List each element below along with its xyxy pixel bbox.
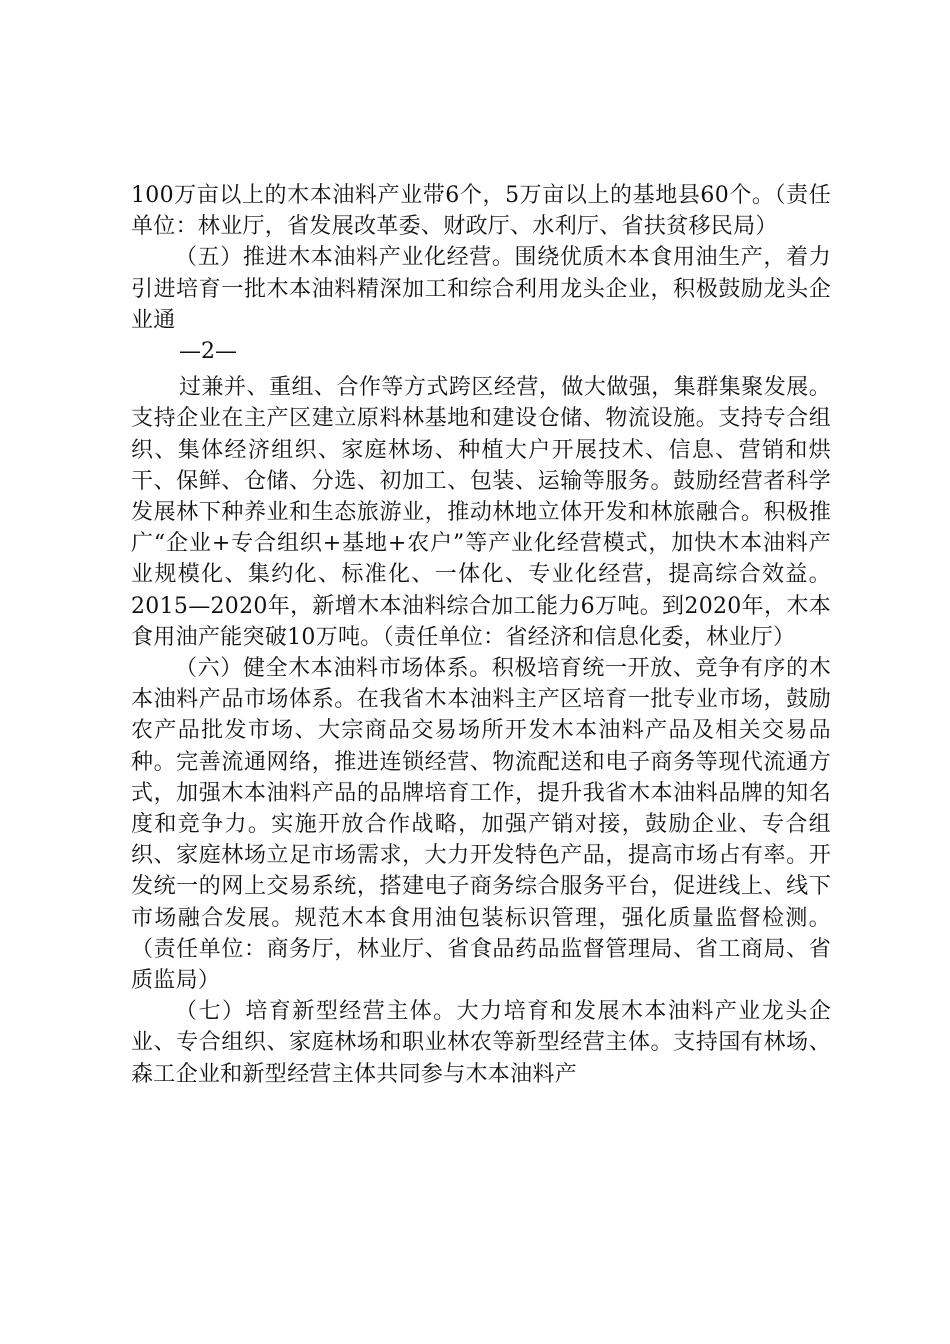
paragraph-section-five: （五）推进木本油料产业化经营。围绕优质木本食用油生产，着力引进培育一批木本油料精深加工和综合利用龙头企业，积极鼓励龙头企业通 (131, 245, 831, 333)
paragraph-industry-belt: 100万亩以上的木本油料产业带6个，5万亩以上的基地县60个。（责任单位：林业厅，省发展改革委、财政厅、水利厅、省扶贫移民局） (131, 183, 831, 240)
page-number: —2— (179, 339, 237, 365)
paragraph-section-six: （六）健全木本油料市场体系。积极培育统一开放、竞争有序的木本油料产品市场体系。在我省木本油料主产区培育一批专业市场，鼓励农产品批发市场、大宗商品交易场所开发木本油料产品及相关交易品种。完善流通网络，推进连锁经营、物流配送和电子商务等现代流通方式，加强木本油料产品的品牌培育工作，提升我省木本油料品牌的知名度和竞争力。实施开放合作战略，加强产销对接，鼓励企业、专合组织、家庭林场立足市场需求，大力开发特色产品，提高市场占有率。开发统一的网上交易系统，搭建电子商务综合服务平台，促进线上、线下市场融合发展。规范木本食用油包装标识管理，强化质量监督检测。（责任单位：商务厅，林业厅、省食品药品监督管理局、省工商局、省质监局） (131, 656, 831, 994)
paragraph-section-seven: （七）培育新型经营主体。大力培育和发展木本油料产业龙头企业、专合组织、家庭林场和职业林农等新型经营主体。支持国有林场、森工企业和新型经营主体共同参与木本油料产 (131, 999, 831, 1087)
document-body (131, 180, 831, 1090)
paragraph-section-five-continued: 过兼并、重组、合作等方式跨区经营，做大做强，集群集聚发展。支持企业在主产区建立原料林基地和建设仓储、物流设施。支持专合组织、集体经济组织、家庭林场、种植大户开展技术、信息、营销和烘干、保鲜、仓储、分选、初加工、包装、运输等服务。鼓励经营者科学发展林下种养业和生态旅游业，推动林地立体开发和林旅融合。积极推广“企业+专合组织+基地+农户”等产业化经营模式，加快木本油料产业规模化、集约化、标准化、一体化、专业化经营，提高综合效益。2015—2020年，新增木本油料综合加工能力6万吨。到2020年，木本食用油产能突破10万吨。（责任单位：省经济和信息化委，林业厅） (131, 375, 831, 650)
